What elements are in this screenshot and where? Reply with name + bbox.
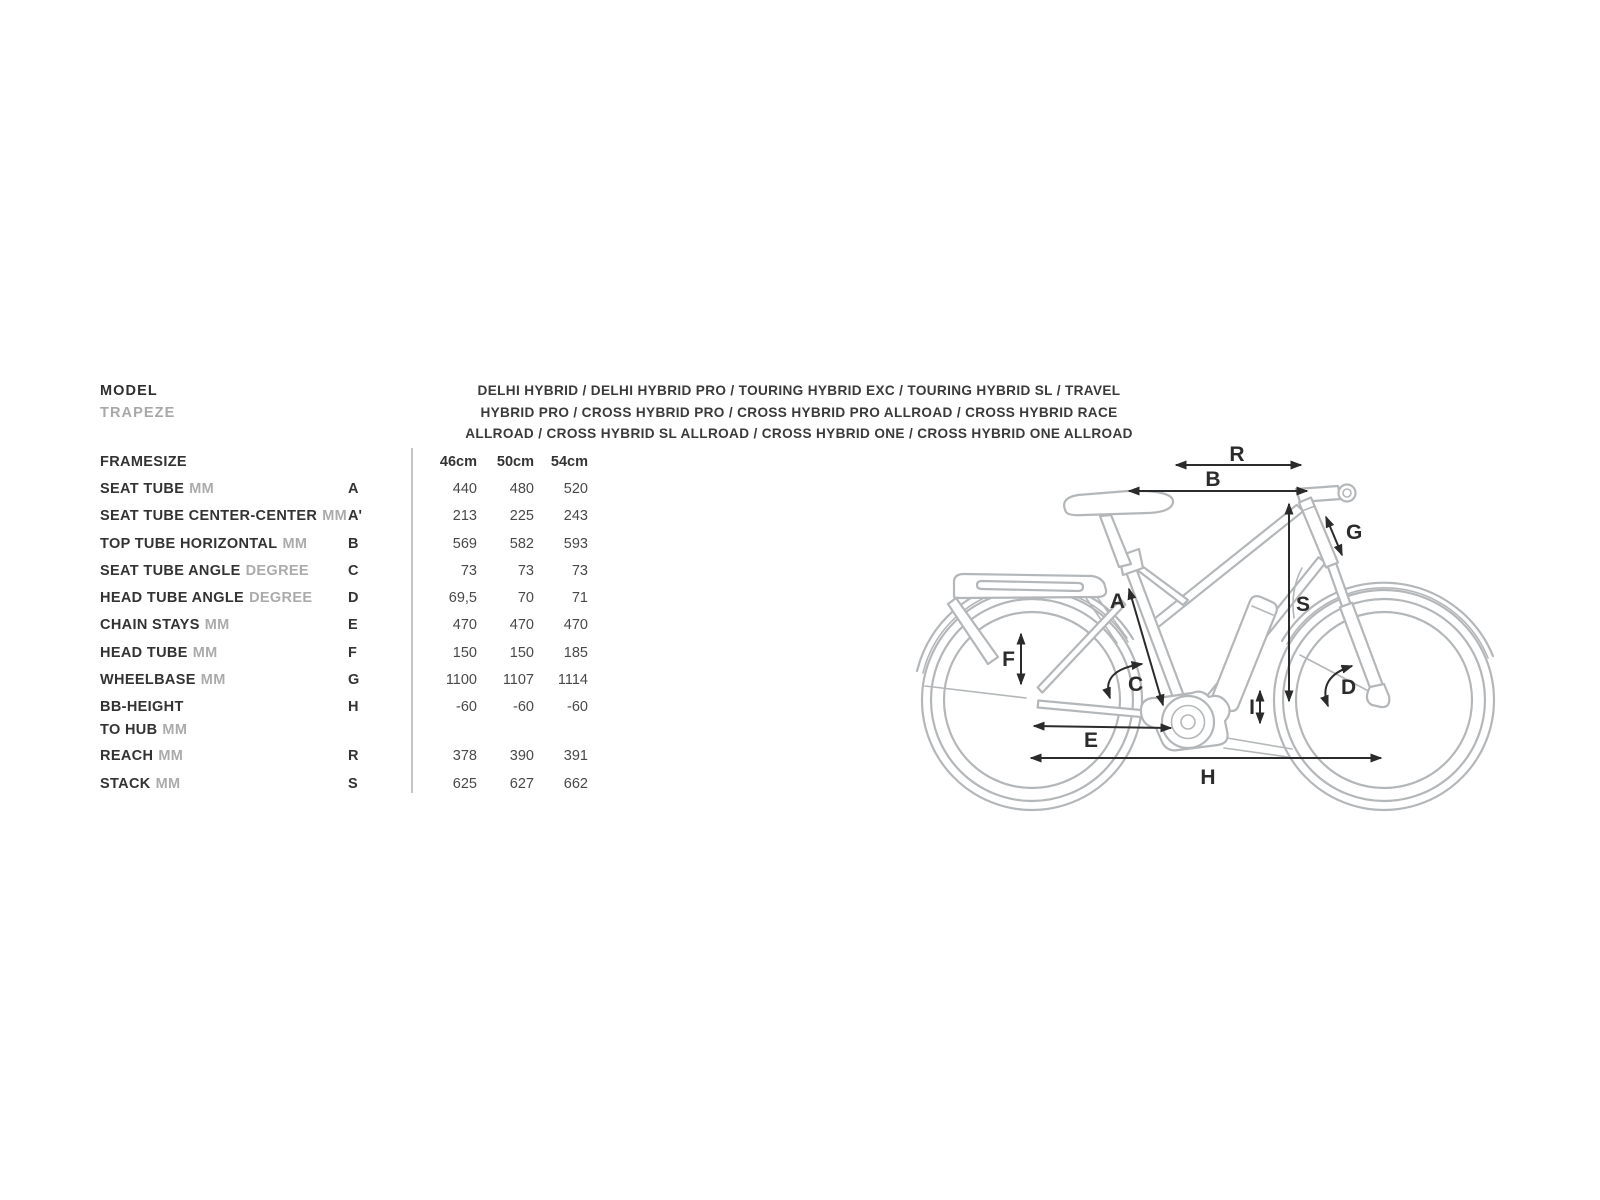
spec-value: 73	[517, 562, 534, 579]
dim-label-A: A	[1109, 590, 1125, 613]
fork-dropout	[1367, 684, 1389, 707]
spec-value: 593	[563, 535, 588, 552]
spec-unit: MM	[282, 535, 308, 552]
spec-value: 73	[571, 562, 588, 579]
spec-label: HEAD TUBE MM	[100, 644, 218, 661]
dim-label-S: S	[1296, 593, 1311, 616]
spec-unit: MM	[322, 508, 348, 525]
spec-value: 520	[563, 480, 588, 497]
saddle-seatpost	[1064, 491, 1173, 567]
size-header-46: 46cm	[439, 453, 477, 470]
spec-letter: R	[348, 748, 359, 765]
geometry-table	[100, 448, 588, 797]
spec-letter: S	[348, 775, 358, 792]
spec-value: 378	[452, 748, 477, 765]
spec-unit: MM	[162, 721, 188, 738]
spec-value: 440	[452, 480, 477, 497]
spec-label: HEAD TUBE ANGLE DEGREE	[100, 590, 313, 607]
spec-value: 185	[563, 644, 588, 661]
spec-value: 627	[509, 775, 534, 792]
table-row-stack	[100, 770, 588, 797]
spec-value: 1114	[557, 672, 588, 689]
dim-label-C: C	[1128, 673, 1144, 696]
spec-letter: E	[348, 617, 358, 634]
bike-geometry-diagram	[880, 420, 1500, 900]
spec-letter: B	[348, 535, 359, 552]
model-label: MODEL	[100, 383, 158, 399]
spec-label: CHAIN STAYS MM	[100, 617, 230, 634]
spec-label: STACK MM	[100, 775, 181, 792]
spec-value: 569	[452, 535, 477, 552]
spec-value: 70	[517, 590, 534, 607]
frame-type-label: TRAPEZE	[100, 405, 176, 421]
table-row-top-tube	[100, 530, 588, 557]
stem	[1296, 486, 1341, 502]
size-header-50: 50cm	[496, 453, 534, 470]
spec-unit: DEGREE	[249, 590, 313, 607]
table-row-seat-angle	[100, 557, 588, 584]
table-row-reach	[100, 743, 588, 770]
spec-label: WHEELBASE MM	[100, 672, 226, 689]
spec-unit: MM	[192, 644, 218, 661]
table-row-chain-stays	[100, 612, 588, 639]
table-row-wheelbase	[100, 666, 588, 693]
spec-letter: A	[348, 480, 359, 497]
model-names-line3: ALLROAD / CROSS HYBRID SL ALLROAD / CROSS HYBRID ONE / CROSS HYBRID ONE ALLROAD	[465, 426, 1133, 442]
rear-rack	[948, 574, 1127, 664]
table-row-head-tube	[100, 639, 588, 666]
table-row-seat-tube-cc	[100, 503, 588, 530]
spec-label: BB-HEIGHT TO HUB MM	[100, 698, 188, 738]
table-divider	[411, 448, 413, 793]
spec-letter: C	[348, 562, 359, 579]
spec-value: 150	[452, 644, 477, 661]
spec-unit: MM	[200, 672, 226, 689]
dim-label-H: H	[1200, 766, 1216, 789]
spec-value: 225	[509, 508, 534, 525]
spec-value: -60	[567, 698, 588, 715]
spec-value: 213	[452, 508, 477, 525]
spec-value: 390	[509, 748, 534, 765]
spec-value: 69,5	[448, 590, 477, 607]
table-row-seat-tube	[100, 475, 588, 502]
handlebar-grip	[1339, 485, 1356, 502]
spec-letter: G	[348, 672, 360, 689]
seatpost	[1100, 515, 1131, 567]
spec-unit: MM	[155, 775, 181, 792]
spec-value: 1100	[445, 672, 477, 689]
framesize-label: FRAMESIZE	[100, 453, 187, 470]
spec-label: TOP TUBE HORIZONTAL MM	[100, 535, 308, 552]
dim-label-F: F	[1002, 648, 1015, 671]
spec-value: 662	[563, 775, 588, 792]
saddle	[1064, 491, 1173, 515]
spec-unit: DEGREE	[245, 562, 309, 579]
spec-value: 1107	[502, 672, 534, 689]
spec-letter: F	[348, 644, 357, 661]
spec-value: 480	[509, 480, 534, 497]
spec-value: -60	[456, 698, 477, 715]
spec-value: 243	[563, 508, 588, 525]
table-row-bb-height	[100, 694, 588, 743]
dim-label-E: E	[1083, 729, 1099, 752]
model-names-line1: DELHI HYBRID / DELHI HYBRID PRO / TOURING HYBRID EXC / TOURING HYBRID SL / TRAVEL	[477, 383, 1121, 398]
model-names-line2: HYBRID PRO / CROSS HYBRID PRO / CROSS HYBRID PRO ALLROAD / CROSS HYBRID RACE	[480, 404, 1118, 420]
spec-value: -60	[513, 698, 534, 715]
dim-label-B: B	[1205, 468, 1221, 491]
chainring	[1162, 696, 1214, 748]
spec-label: SEAT TUBE CENTER-CENTER MM	[100, 508, 348, 525]
spec-value: 625	[452, 775, 477, 792]
spec-value: 470	[509, 617, 534, 634]
spec-value: 470	[563, 617, 588, 634]
spec-value: 150	[509, 644, 534, 661]
spec-letter: A'	[348, 508, 362, 525]
model-block	[100, 380, 175, 424]
spec-value: 470	[452, 617, 477, 634]
spec-label: REACH MM	[100, 748, 184, 765]
spec-label: SEAT TUBE ANGLE DEGREE	[100, 562, 309, 579]
dim-label-G: G	[1346, 521, 1363, 544]
table-row-head-angle	[100, 584, 588, 611]
spec-letter: H	[348, 698, 359, 715]
size-header-54: 54cm	[550, 453, 588, 470]
spec-unit: MM	[204, 617, 230, 634]
spec-value: 391	[563, 748, 588, 765]
dim-label-R: R	[1229, 443, 1245, 466]
spec-label: SEAT TUBE MM	[100, 480, 215, 497]
spec-unit: MM	[189, 480, 215, 497]
dim-label-D: D	[1341, 676, 1357, 699]
spec-letter: D	[348, 590, 359, 607]
table-header-row	[100, 448, 588, 475]
battery	[1212, 596, 1277, 711]
dim-label-I: I	[1249, 696, 1255, 719]
spec-unit: MM	[158, 748, 184, 765]
motor	[1141, 692, 1292, 757]
spec-value: 582	[509, 535, 534, 552]
spec-value: 71	[571, 590, 588, 607]
spec-value: 73	[460, 562, 477, 579]
